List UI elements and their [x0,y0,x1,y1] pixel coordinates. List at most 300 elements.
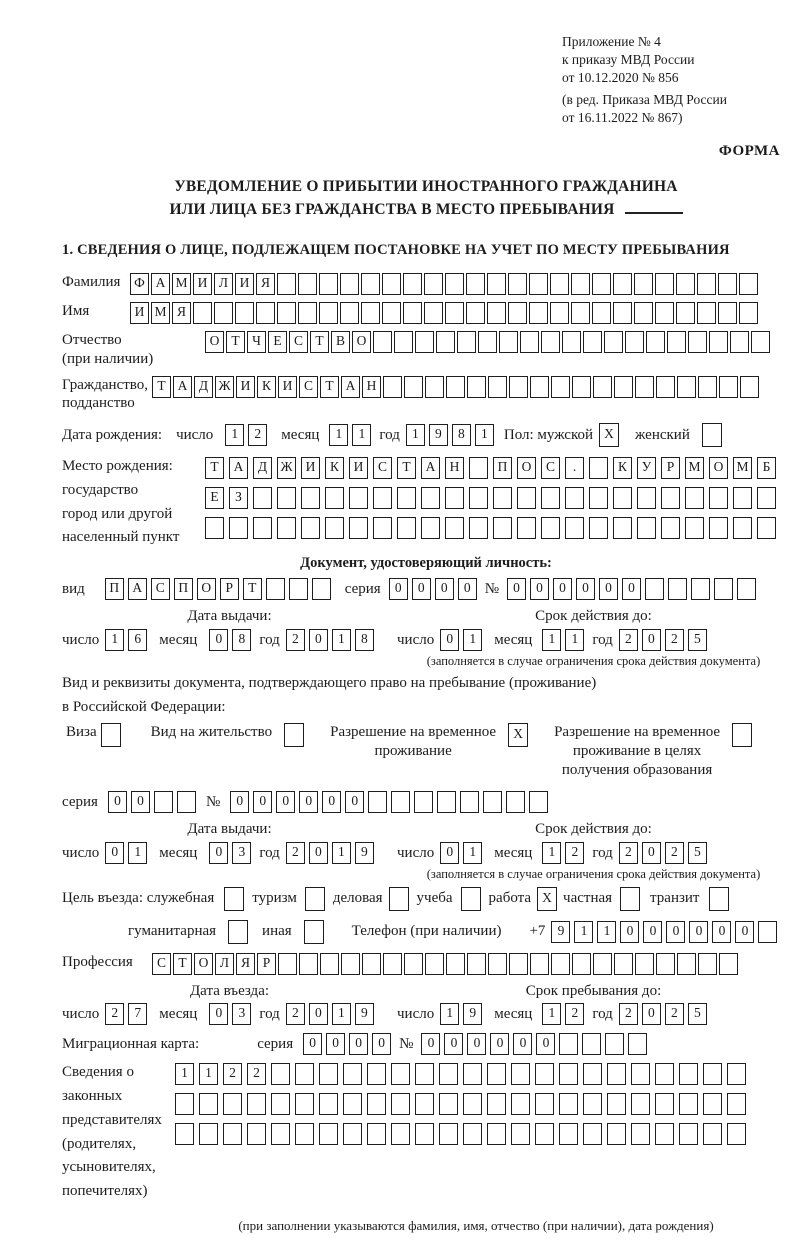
char-cell[interactable]: 2 [248,424,267,446]
char-cell[interactable] [571,273,590,295]
char-cell[interactable] [676,273,695,295]
char-cell[interactable] [382,302,401,324]
char-cell[interactable] [511,1093,530,1115]
char-cell[interactable]: Р [257,953,276,975]
char-cell[interactable]: X [508,723,528,747]
char-cell[interactable]: 9 [429,424,448,446]
char-cell[interactable]: 1 [440,1003,459,1025]
char-cell[interactable] [697,273,716,295]
char-cell[interactable] [343,1063,362,1085]
char-cell[interactable] [582,1033,601,1055]
id-expiry-month-input[interactable] [542,629,584,651]
char-cell[interactable] [466,302,485,324]
char-cell[interactable] [349,487,368,509]
char-cell[interactable] [593,376,612,398]
permit-expiry-day-input[interactable] [440,842,482,864]
char-cell[interactable] [461,887,481,911]
char-cell[interactable] [457,331,476,353]
char-cell[interactable]: И [236,376,255,398]
char-cell[interactable] [383,376,402,398]
char-cell[interactable]: 0 [389,578,408,600]
char-cell[interactable] [277,273,296,295]
char-cell[interactable]: И [235,273,254,295]
char-cell[interactable]: 0 [513,1033,532,1055]
char-cell[interactable] [614,953,633,975]
char-cell[interactable]: 0 [689,921,708,943]
char-cell[interactable] [414,791,433,813]
char-cell[interactable]: С [299,376,318,398]
char-cell[interactable] [325,487,344,509]
char-cell[interactable] [284,723,304,747]
char-cell[interactable] [415,331,434,353]
char-cell[interactable] [199,1123,218,1145]
char-cell[interactable]: 1 [542,1003,561,1025]
char-cell[interactable]: 1 [542,842,561,864]
char-cell[interactable]: Л [214,273,233,295]
char-cell[interactable]: 0 [309,629,328,651]
char-cell[interactable] [645,578,664,600]
char-cell[interactable]: Е [268,331,287,353]
char-cell[interactable] [732,723,752,747]
char-cell[interactable]: 1 [475,424,494,446]
char-cell[interactable] [572,953,591,975]
char-cell[interactable]: С [289,331,308,353]
char-cell[interactable] [607,1063,626,1085]
purpose-business-checkbox[interactable] [389,887,409,911]
char-cell[interactable]: 1 [332,1003,351,1025]
char-cell[interactable]: С [151,578,170,600]
char-cell[interactable] [520,331,539,353]
char-cell[interactable] [757,517,776,539]
char-cell[interactable] [637,517,656,539]
visa-checkbox[interactable] [101,723,121,747]
char-cell[interactable]: 1 [542,629,561,651]
char-cell[interactable] [541,487,560,509]
char-cell[interactable] [154,791,173,813]
char-cell[interactable] [535,1063,554,1085]
char-cell[interactable] [214,302,233,324]
entry-year-input[interactable] [286,1003,374,1025]
char-cell[interactable] [367,1123,386,1145]
char-cell[interactable] [508,302,527,324]
char-cell[interactable] [655,1063,674,1085]
char-cell[interactable] [677,376,696,398]
sex-male-checkbox[interactable] [599,423,619,447]
char-cell[interactable]: X [537,887,557,911]
char-cell[interactable] [517,487,536,509]
char-cell[interactable]: Т [397,457,416,479]
char-cell[interactable]: 0 [326,1033,345,1055]
char-cell[interactable] [445,487,464,509]
char-cell[interactable] [685,487,704,509]
char-cell[interactable]: О [197,578,216,600]
char-cell[interactable] [175,1123,194,1145]
char-cell[interactable]: М [685,457,704,479]
char-cell[interactable]: 1 [463,842,482,864]
char-cell[interactable] [391,791,410,813]
char-cell[interactable] [698,953,717,975]
legal-reps-line2-input[interactable] [175,1093,746,1115]
char-cell[interactable] [421,487,440,509]
char-cell[interactable]: Ф [130,273,149,295]
birth-month-input[interactable] [329,424,371,446]
char-cell[interactable]: 2 [286,1003,305,1025]
char-cell[interactable]: 0 [620,921,639,943]
char-cell[interactable]: 1 [597,921,616,943]
patronymic-input[interactable] [205,331,770,353]
char-cell[interactable]: 2 [105,1003,124,1025]
char-cell[interactable]: 1 [175,1063,194,1085]
char-cell[interactable] [403,302,422,324]
char-cell[interactable] [677,953,696,975]
char-cell[interactable] [421,517,440,539]
char-cell[interactable]: Д [253,457,272,479]
purpose-work-checkbox[interactable] [537,887,557,911]
char-cell[interactable]: 0 [458,578,477,600]
char-cell[interactable] [319,1123,338,1145]
char-cell[interactable]: П [174,578,193,600]
char-cell[interactable] [437,791,456,813]
char-cell[interactable] [535,1093,554,1115]
char-cell[interactable] [589,457,608,479]
char-cell[interactable] [655,1093,674,1115]
char-cell[interactable]: 0 [444,1033,463,1055]
char-cell[interactable] [628,1033,647,1055]
char-cell[interactable]: 1 [199,1063,218,1085]
char-cell[interactable] [583,1123,602,1145]
char-cell[interactable] [289,578,308,600]
char-cell[interactable] [361,302,380,324]
char-cell[interactable] [319,1063,338,1085]
char-cell[interactable] [737,578,756,600]
char-cell[interactable]: 0 [209,842,228,864]
char-cell[interactable] [478,331,497,353]
char-cell[interactable] [298,273,317,295]
char-cell[interactable]: С [152,953,171,975]
char-cell[interactable] [634,273,653,295]
char-cell[interactable] [589,517,608,539]
char-cell[interactable] [175,1093,194,1115]
char-cell[interactable] [463,1123,482,1145]
char-cell[interactable]: Т [226,331,245,353]
char-cell[interactable] [312,578,331,600]
char-cell[interactable] [389,887,409,911]
char-cell[interactable] [739,273,758,295]
char-cell[interactable] [483,791,502,813]
char-cell[interactable] [463,1093,482,1115]
char-cell[interactable] [424,273,443,295]
char-cell[interactable] [572,376,591,398]
char-cell[interactable]: Т [152,376,171,398]
char-cell[interactable] [223,1123,242,1145]
char-cell[interactable] [373,331,392,353]
char-cell[interactable]: Т [243,578,262,600]
char-cell[interactable] [529,302,548,324]
char-cell[interactable] [247,1093,266,1115]
char-cell[interactable] [679,1123,698,1145]
char-cell[interactable] [703,1063,722,1085]
char-cell[interactable] [529,791,548,813]
migcard-number-input[interactable] [421,1033,647,1055]
char-cell[interactable] [373,487,392,509]
char-cell[interactable]: Н [445,457,464,479]
char-cell[interactable] [559,1033,578,1055]
char-cell[interactable] [229,517,248,539]
char-cell[interactable] [733,517,752,539]
char-cell[interactable]: 0 [735,921,754,943]
char-cell[interactable]: К [613,457,632,479]
doc-type-input[interactable] [105,578,331,600]
char-cell[interactable] [397,487,416,509]
char-cell[interactable] [559,1123,578,1145]
char-cell[interactable]: 0 [309,842,328,864]
char-cell[interactable]: 2 [247,1063,266,1085]
char-cell[interactable]: Е [205,487,224,509]
char-cell[interactable] [604,331,623,353]
char-cell[interactable] [740,376,759,398]
char-cell[interactable]: Т [310,331,329,353]
char-cell[interactable]: 2 [223,1063,242,1085]
char-cell[interactable] [655,302,674,324]
char-cell[interactable] [565,517,584,539]
char-cell[interactable]: К [325,457,344,479]
char-cell[interactable] [415,1093,434,1115]
id-issue-month-input[interactable] [209,629,251,651]
char-cell[interactable]: 8 [452,424,471,446]
char-cell[interactable] [719,953,738,975]
char-cell[interactable] [446,376,465,398]
char-cell[interactable] [305,887,325,911]
char-cell[interactable] [719,376,738,398]
char-cell[interactable]: 5 [688,1003,707,1025]
char-cell[interactable] [278,953,297,975]
char-cell[interactable]: А [151,273,170,295]
permit-expiry-month-input[interactable] [542,842,584,864]
citizenship-input[interactable] [152,376,759,398]
char-cell[interactable]: 0 [576,578,595,600]
char-cell[interactable] [235,302,254,324]
char-cell[interactable]: 2 [565,842,584,864]
char-cell[interactable] [391,1063,410,1085]
char-cell[interactable] [541,331,560,353]
char-cell[interactable]: 0 [412,578,431,600]
char-cell[interactable] [469,517,488,539]
char-cell[interactable] [646,331,665,353]
char-cell[interactable] [583,331,602,353]
char-cell[interactable] [469,487,488,509]
char-cell[interactable] [530,953,549,975]
permit-series-input[interactable] [108,791,196,813]
char-cell[interactable] [718,302,737,324]
char-cell[interactable] [488,953,507,975]
birth-year-input[interactable] [406,424,494,446]
char-cell[interactable] [499,331,518,353]
char-cell[interactable] [509,376,528,398]
birthplace-line1-input[interactable] [205,457,776,479]
char-cell[interactable]: И [193,273,212,295]
char-cell[interactable] [613,302,632,324]
id-issue-day-input[interactable] [105,629,147,651]
char-cell[interactable] [635,376,654,398]
char-cell[interactable] [698,376,717,398]
char-cell[interactable]: 2 [619,629,638,651]
char-cell[interactable] [656,376,675,398]
char-cell[interactable]: 8 [232,629,251,651]
char-cell[interactable]: 0 [642,842,661,864]
char-cell[interactable]: 6 [128,629,147,651]
migcard-series-input[interactable] [303,1033,391,1055]
char-cell[interactable]: Ч [247,331,266,353]
char-cell[interactable] [562,331,581,353]
char-cell[interactable] [463,1063,482,1085]
char-cell[interactable] [529,273,548,295]
char-cell[interactable] [466,273,485,295]
char-cell[interactable] [550,302,569,324]
char-cell[interactable]: 1 [225,424,244,446]
char-cell[interactable] [634,302,653,324]
char-cell[interactable]: 0 [435,578,454,600]
char-cell[interactable]: 0 [303,1033,322,1055]
char-cell[interactable] [277,302,296,324]
char-cell[interactable] [446,953,465,975]
char-cell[interactable]: 8 [355,629,374,651]
char-cell[interactable]: 2 [619,1003,638,1025]
char-cell[interactable]: 0 [642,1003,661,1025]
char-cell[interactable]: 3 [232,1003,251,1025]
char-cell[interactable] [583,1093,602,1115]
char-cell[interactable] [631,1063,650,1085]
char-cell[interactable] [404,376,423,398]
phone-input[interactable] [551,921,777,943]
char-cell[interactable]: 0 [642,629,661,651]
char-cell[interactable] [367,1063,386,1085]
char-cell[interactable]: Ж [215,376,234,398]
char-cell[interactable] [397,517,416,539]
char-cell[interactable] [266,578,285,600]
char-cell[interactable] [404,953,423,975]
char-cell[interactable] [391,1093,410,1115]
char-cell[interactable]: 0 [599,578,618,600]
char-cell[interactable]: 0 [553,578,572,600]
char-cell[interactable]: 0 [209,1003,228,1025]
char-cell[interactable]: 0 [643,921,662,943]
char-cell[interactable] [709,887,729,911]
char-cell[interactable] [541,517,560,539]
char-cell[interactable]: Р [220,578,239,600]
char-cell[interactable]: 3 [232,842,251,864]
char-cell[interactable] [271,1063,290,1085]
char-cell[interactable] [340,273,359,295]
char-cell[interactable] [508,273,527,295]
char-cell[interactable] [620,887,640,911]
char-cell[interactable] [727,1123,746,1145]
char-cell[interactable]: М [172,273,191,295]
char-cell[interactable]: А [173,376,192,398]
char-cell[interactable] [460,791,479,813]
char-cell[interactable] [487,1123,506,1145]
char-cell[interactable] [343,1123,362,1145]
purpose-official-checkbox[interactable] [224,887,244,911]
char-cell[interactable] [319,273,338,295]
char-cell[interactable]: 2 [665,842,684,864]
char-cell[interactable] [493,487,512,509]
surname-input[interactable] [130,273,758,295]
char-cell[interactable] [703,1093,722,1115]
char-cell[interactable]: 0 [507,578,526,600]
purpose-private-checkbox[interactable] [620,887,640,911]
char-cell[interactable] [709,331,728,353]
char-cell[interactable] [511,1063,530,1085]
char-cell[interactable] [613,273,632,295]
char-cell[interactable]: 1 [574,921,593,943]
char-cell[interactable]: 9 [355,1003,374,1025]
char-cell[interactable]: С [541,457,560,479]
char-cell[interactable]: Л [215,953,234,975]
char-cell[interactable]: 0 [622,578,641,600]
char-cell[interactable] [425,953,444,975]
char-cell[interactable] [565,487,584,509]
char-cell[interactable]: 0 [530,578,549,600]
char-cell[interactable] [439,1123,458,1145]
permit-number-input[interactable] [230,791,548,813]
char-cell[interactable] [530,376,549,398]
char-cell[interactable]: 1 [565,629,584,651]
char-cell[interactable]: 0 [322,791,341,813]
char-cell[interactable] [467,953,486,975]
char-cell[interactable]: М [151,302,170,324]
char-cell[interactable] [691,578,710,600]
char-cell[interactable] [228,920,248,944]
char-cell[interactable] [424,302,443,324]
char-cell[interactable] [224,887,244,911]
char-cell[interactable] [550,273,569,295]
char-cell[interactable] [702,423,722,447]
char-cell[interactable] [256,302,275,324]
char-cell[interactable]: . [565,457,584,479]
char-cell[interactable] [697,302,716,324]
char-cell[interactable] [487,302,506,324]
char-cell[interactable]: Ж [277,457,296,479]
char-cell[interactable] [177,791,196,813]
char-cell[interactable] [487,1063,506,1085]
char-cell[interactable] [661,517,680,539]
char-cell[interactable]: И [301,457,320,479]
char-cell[interactable] [679,1093,698,1115]
char-cell[interactable] [661,487,680,509]
char-cell[interactable] [637,487,656,509]
char-cell[interactable]: Н [362,376,381,398]
profession-input[interactable] [152,953,738,975]
char-cell[interactable] [551,953,570,975]
char-cell[interactable]: О [205,331,224,353]
legal-reps-line3-input[interactable] [175,1123,746,1145]
char-cell[interactable] [655,1123,674,1145]
char-cell[interactable] [493,517,512,539]
char-cell[interactable] [415,1063,434,1085]
char-cell[interactable]: 1 [128,842,147,864]
char-cell[interactable] [391,1123,410,1145]
char-cell[interactable]: Я [172,302,191,324]
char-cell[interactable]: 2 [619,842,638,864]
char-cell[interactable] [592,302,611,324]
char-cell[interactable]: X [599,423,619,447]
char-cell[interactable]: 0 [230,791,249,813]
char-cell[interactable]: 0 [108,791,127,813]
char-cell[interactable]: 1 [329,424,348,446]
char-cell[interactable] [517,517,536,539]
char-cell[interactable] [730,331,749,353]
char-cell[interactable] [320,953,339,975]
